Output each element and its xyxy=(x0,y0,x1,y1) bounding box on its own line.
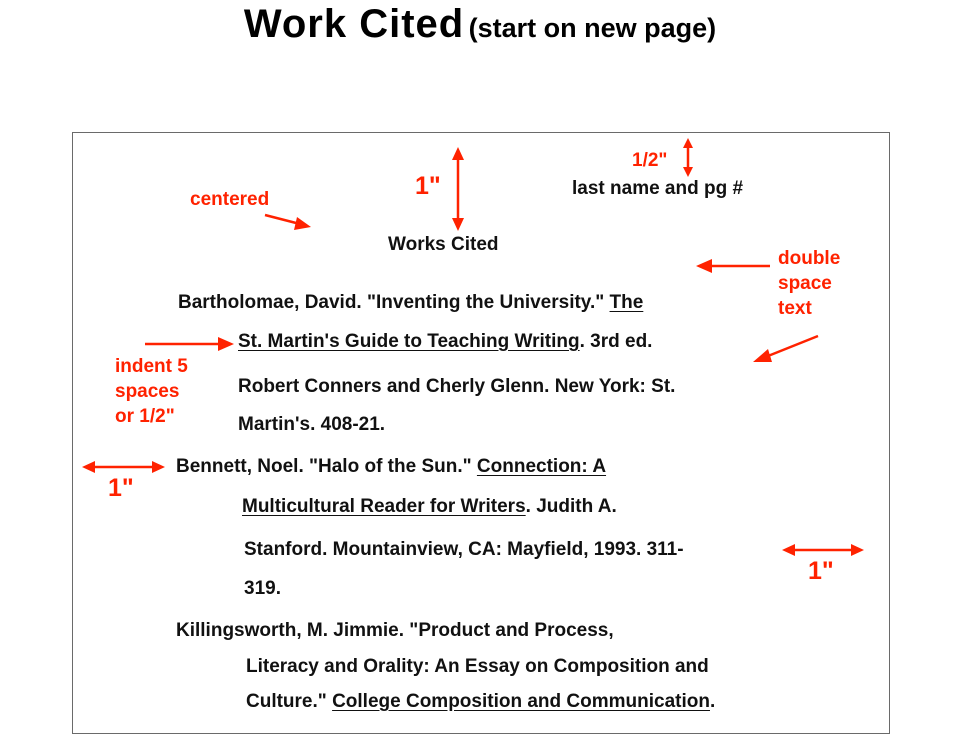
entry-1-line-2: St. Martin's Guide to Teaching Writing. 3rd ed. xyxy=(238,331,653,352)
indent-label-2: spaces xyxy=(115,381,180,402)
left-margin-arrow xyxy=(82,461,165,473)
double-space-label-2: space xyxy=(778,273,832,294)
entry-2-line-4: 319. xyxy=(244,578,281,599)
indent-label-3: or 1/2" xyxy=(115,406,175,427)
entry-2-line-3: Stanford. Mountainview, CA: Mayfield, 1993. 311- xyxy=(244,539,684,560)
right-margin-arrow xyxy=(782,544,864,556)
slide-title-subtitle: (start on new page) xyxy=(468,13,717,43)
entry-3-line-1: Killingsworth, M. Jimmie. "Product and Process, xyxy=(176,620,614,641)
indent-label-1: indent 5 xyxy=(115,356,188,377)
header-label: last name and pg # xyxy=(572,178,744,199)
works-cited-heading: Works Cited xyxy=(388,234,499,255)
double-space-arrow-top xyxy=(696,259,770,273)
entry-1-line-1: Bartholomae, David. "Inventing the University." The xyxy=(178,292,644,313)
double-space-label-3: text xyxy=(778,298,812,319)
one-inch-left-label: 1" xyxy=(108,474,134,502)
one-inch-top-label: 1" xyxy=(415,172,441,200)
half-inch-label: 1/2" xyxy=(632,150,668,171)
slide-title-main: Work Cited xyxy=(243,2,465,46)
entry-2-line-2: Multicultural Reader for Writers. Judith A. xyxy=(242,496,617,517)
indent-arrow xyxy=(145,337,234,351)
double-space-arrow-bottom xyxy=(753,336,818,362)
entry-1-line-4: Martin's. 408-21. xyxy=(238,414,386,435)
header-margin-arrow xyxy=(683,138,693,177)
entry-2-line-1: Bennett, Noel. "Halo of the Sun." Connection: A xyxy=(176,456,607,477)
entry-1-line-3: Robert Conners and Cherly Glenn. New York: St. xyxy=(238,376,676,397)
entry-3-line-3: Culture." College Composition and Communication. xyxy=(246,691,716,712)
double-space-label-1: double xyxy=(778,248,841,269)
one-inch-right-label: 1" xyxy=(808,557,834,585)
top-margin-arrow xyxy=(452,147,464,231)
entry-3-line-2: Literacy and Orality: An Essay on Composition and xyxy=(246,656,709,677)
centered-label: centered xyxy=(190,189,270,210)
centered-arrow xyxy=(265,215,311,230)
